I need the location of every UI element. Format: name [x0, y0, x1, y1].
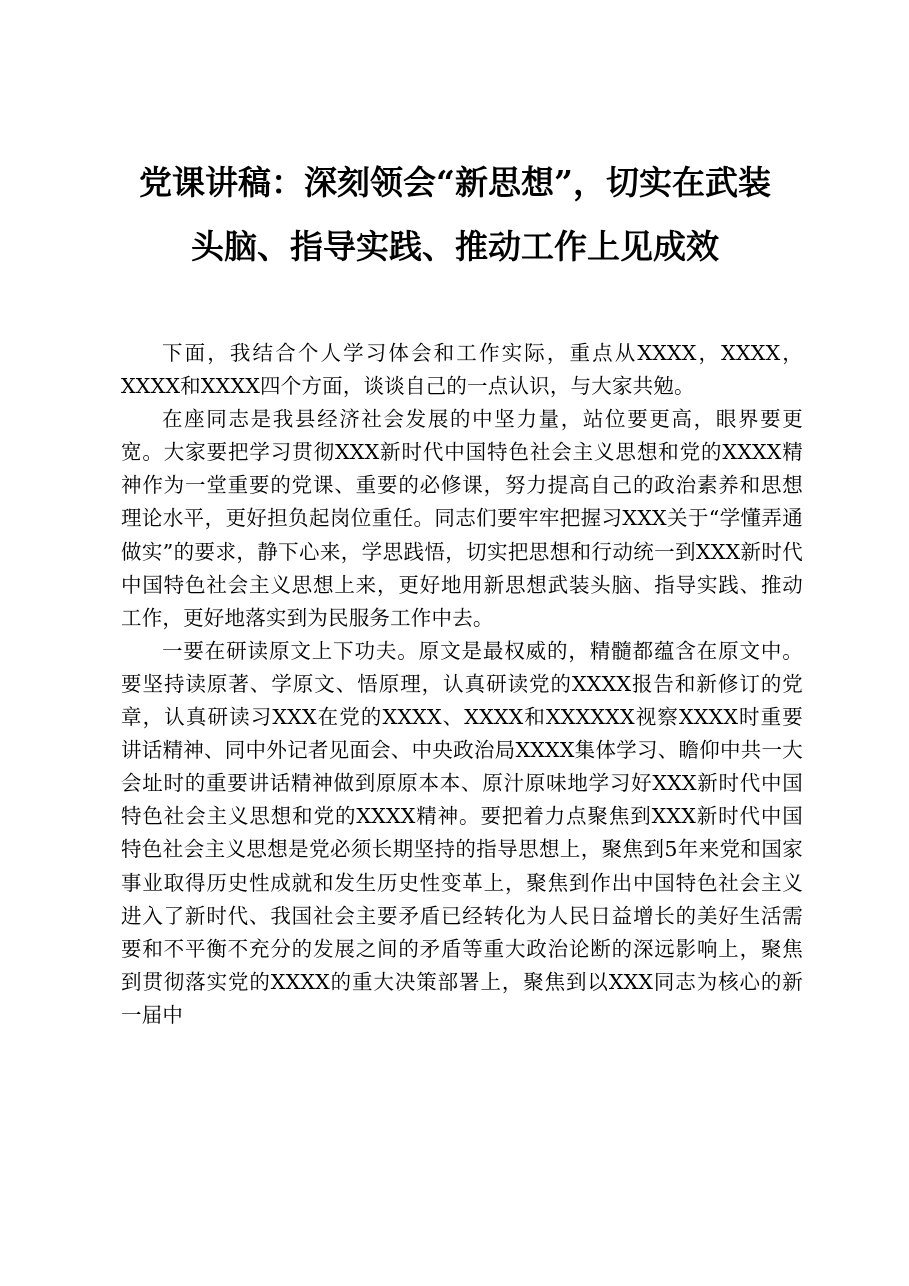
document-title-line-1: 党课讲稿：深刻领会“新思想”，切实在武装 [139, 163, 771, 202]
paragraph-intro: 下面，我结合个人学习体会和工作实际，重点从XXXX，XXXX，XXXX和XXXX四个方面，谈谈自己的一点认识，与大家共勉。 [121, 341, 803, 399]
document-body [121, 337, 803, 1032]
document-title-line-2: 头脑、指导实践、推动工作上见成效 [191, 227, 719, 266]
paragraph-position: 在座同志是我县经济社会发展的中坚力量，站位要更高，眼界要更宽。大家要把学习贯彻XXX新时代中国特色社会主义思想和党的XXXX精神作为一堂重要的党课、重要的必修课，努力提高自己的政治素养和思想理论水平，更好担负起岗位重任。同志们要牢牢把握习XXX关于“学懂弄通做实”的要求，静下心来，学思践悟，切实把思想和行动统一到XXX新时代中国特色社会主义思想上来，更好地用新思想武装头脑、指导实践、推动工作，更好地落实到为民服务工作中去。 [121, 407, 803, 630]
paragraph-study-original: 一要在研读原文上下功夫。原文是最权威的，精髓都蕴含在原文中。要坚持读原著、学原文、悟原理，认真研读党的XXXX报告和新修订的党章，认真研读习XXX在党的XXXX、XXXX和XXXXXX视察XXXX时重要讲话精神、同中外记者见面会、中央政治局XXXX集体学习、瞻仰中共一大会址时的重要讲话精神做到原原本本、原汁原味地学习好XXX新时代中国特色社会主义思想和党的XXXX精神。要把着力点聚焦到XXX新时代中国特色社会主义思想是党必须长期坚持的指导思想上，聚焦到5年来党和国家事业取得历史性成就和发生历史性变革上，聚焦到作出中国特色社会主义进入了新时代、我国社会主要矛盾已经转化为人民日益增长的美好生活需要和不平衡不充分的发展之间的矛盾等重大政治论断的深远影响上，聚焦到贯彻落实党的XXXX的重大决策部署上，聚焦到以XXX同志为核心的新一届中 [121, 638, 803, 1027]
